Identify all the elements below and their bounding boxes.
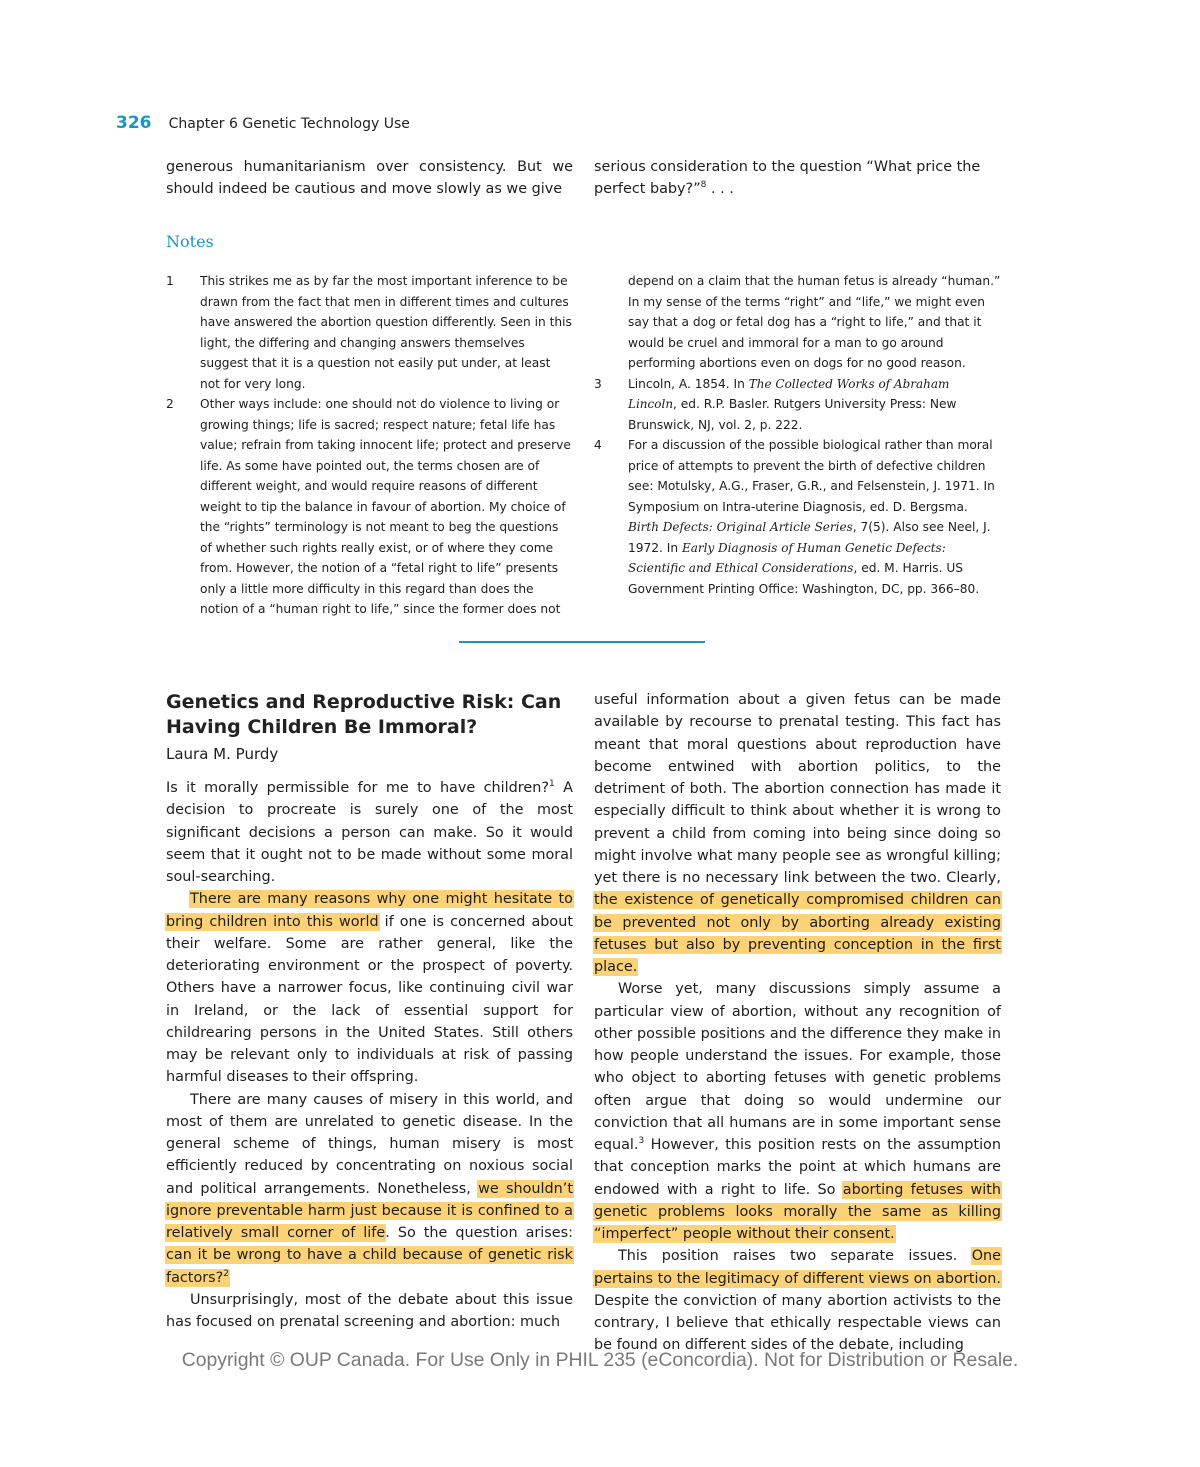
note-2-continued: depend on a claim that the human fetus is already “human.” In my sense of the terms “right” and “life,” we might even say that a dog or fetal dog has a “right to life,” and that it would be cruel and immoral for a man to go around performing abortions even on dogs for no good reason. xyxy=(628,274,1001,370)
highlight: can it be wrong to have a child because of genetic risk factors?$^2$ xyxy=(166,1247,573,1286)
highlight: aborting fetuses with genetic problems looks morally the same as killing “imperfect” people without their consent. xyxy=(594,1181,1002,1242)
paragraph-1: Is it morally permissible for me to have children?$^1$ A decision to procreate is surely one of the most significant decisions a person can make. So it would seem that it ought not to be made without some moral soul-searching. xyxy=(166,779,573,885)
note-text: For a discussion of the possible biological rather than moral price of attempts to prevent the birth of defective children see: Motulsky, A.G., Fraser, G.R., and Felsenstein, J. 1971. In Symposium on Intra-uterine Diagnosis, ed. D. Bergsma. xyxy=(628,438,995,514)
top-paragraph-left xyxy=(166,156,573,201)
note-2 xyxy=(166,394,573,620)
note-text: , 7(5). Also see Neel, J. 1972. In xyxy=(628,520,991,555)
footnote-ref-3: 3 xyxy=(638,1136,645,1147)
cited-title: Early Diagnosis of Human Genetic Defects: Scientific and Ethical Considerations xyxy=(628,540,946,575)
note-4 xyxy=(594,435,1001,599)
article-left-column xyxy=(166,690,573,1333)
note-text: Lincoln, A. 1854. In xyxy=(628,376,749,391)
cited-title: The Collected Works of Abraham Lincoln xyxy=(628,376,950,411)
highlight: the existence of genetically compromised children can be prevented not only by aborting already existing fetuses but also by preventing conception in the first place. xyxy=(594,892,1001,975)
notes-heading: Notes xyxy=(166,232,214,251)
paragraph-5: useful information about a given fetus can be made available by recourse to prenatal testing. This fact has meant that moral questions about reproduction have become entwined with abortion politics, to the detriment of both. The abortion connection has made it especially difficult to think about whether it is wrong to prevent a child from coming into being since doing so might involve what many people see as wrongful killing; yet there is no necessary link between the two. Clearly, the existence of genetically compromised children can be prevented not only by aborting already existing fetuses but also by preventing conception in the first place. xyxy=(594,692,1001,975)
paragraph-7: This position raises two separate issues. One pertains to the legitimacy of different views on abortion. Despite the conviction of many abortion activists to the contrary, I believe that ethically respectable views can be found on different sides of the debate, including xyxy=(594,1248,1001,1354)
notes-left-column xyxy=(166,271,573,620)
note-3 xyxy=(594,374,1001,436)
article-title: Genetics and Reproductive Risk: Can Having Children Be Immoral? xyxy=(166,691,562,738)
top-paragraph-left-text: generous humanitarianism over consistency. But we should indeed be cautious and move slowly as we give xyxy=(166,159,573,198)
highlight: There are many reasons why one might hesitate to bring children into this world xyxy=(166,891,573,930)
chapter-title: Chapter 6 Genetic Technology Use xyxy=(168,116,410,132)
article-right-column xyxy=(594,689,1001,1357)
note-1 xyxy=(166,271,573,394)
note-text: This strikes me as by far the most important inference to be drawn from the fact that men in different times and cultures have answered the abortion question differently. Seen in this light, the differing and changing answers themselves suggest that it is a question not easily put under, at least not for very long. xyxy=(200,274,572,391)
paragraph-2: There are many reasons why one might hesitate to bring children into this world if one is concerned about their welfare. Some are rather general, like the deteriorating environment or the prospect of poverty. Others have a narrower focus, like continuing civil war in Ireland, or the lack of essential support for childrearing persons in the United States. Still others may be relevant only to individuals at risk of passing harmful diseases to their offspring. xyxy=(166,891,573,1086)
running-header xyxy=(116,113,410,139)
paragraph-4: Unsurprisingly, most of the debate about this issue has focused on prenatal screening and abortion: much xyxy=(166,1291,573,1330)
paragraph-6: Worse yet, many discussions simply assume a particular view of abortion, without any recognition of other possible positions and the difference they make in how people understand the issues. For example, those who object to aborting fetuses with genetic problems often argue that doing so would undermine our conviction that all humans are in some important sense equal.$^3$ However, this position rests on the assumption that conception marks the point at which humans are endowed with a right to life. So aborting fetuses with genetic problems looks morally the same as killing “imperfect” people without their consent. xyxy=(594,981,1002,1242)
footnote-ref-2: 2 xyxy=(223,1268,230,1279)
copyright-footer: Copyright © OUP Canada. For Use Only in PHIL 235 (eConcordia). Not for Distribution or Resale. xyxy=(181,1349,1019,1371)
note-text: , ed. R.P. Basler. Rutgers University Press: New Brunswick, NJ, vol. 2, p. 222. xyxy=(628,397,957,432)
note-number: 2 xyxy=(166,397,174,411)
cited-title: Birth Defects: Original Article Series xyxy=(628,520,853,534)
note-number: 3 xyxy=(594,376,602,391)
footnote-ref-8: 8 xyxy=(700,180,707,191)
page-number: 326 xyxy=(116,113,152,133)
note-number: 1 xyxy=(166,274,174,288)
highlight: we shouldn’t ignore preventable harm just because it is confined to a relatively small corner of life xyxy=(166,1180,573,1241)
highlight: One pertains to the legitimacy of different views on abortion. xyxy=(594,1248,1001,1287)
article-author: Laura M. Purdy xyxy=(166,745,279,763)
notes-right-column xyxy=(594,271,1001,599)
note-text: Other ways include: one should not do violence to living or growing things; life is sacred; respect nature; fetal life has value; refrain from taking innocent life; protect and preserve life. As some have pointed out, the terms chosen are of different weight, and would require reasons of different weight to tip the balance in favour of abortion. My choice of the “rights” terminology is not meant to beg the questions of whether such rights really exist, or of where they come from. However, the notion of a “fetal right to life” presents only a little more difficulty in this regard than does the notion of a “human right to life,” since the former does not xyxy=(200,397,571,616)
note-text: , ed. M. Harris. US Government Printing Office: Washington, DC, pp. 366–80. xyxy=(628,561,980,596)
section-divider xyxy=(459,641,705,643)
footnote-ref-1: 1 xyxy=(549,779,555,790)
top-paragraph-right xyxy=(594,156,1001,201)
top-paragraph-right-text: serious consideration to the question “What price the perfect baby?” xyxy=(594,159,981,198)
note-number: 4 xyxy=(594,438,602,452)
top-paragraph-right-tail: . . . xyxy=(706,181,734,198)
paragraph-3: There are many causes of misery in this world, and most of them are unrelated to genetic disease. In the general scheme of things, human misery is most efficiently reduced by concentrating on noxious social and political arrangements. Nonetheless, we shouldn’t ignore preventable harm just because it is confined to a relatively small corner of life. So the question arises: can it be wrong to have a child because of genetic risk factors?$^2$ xyxy=(166,1091,574,1286)
